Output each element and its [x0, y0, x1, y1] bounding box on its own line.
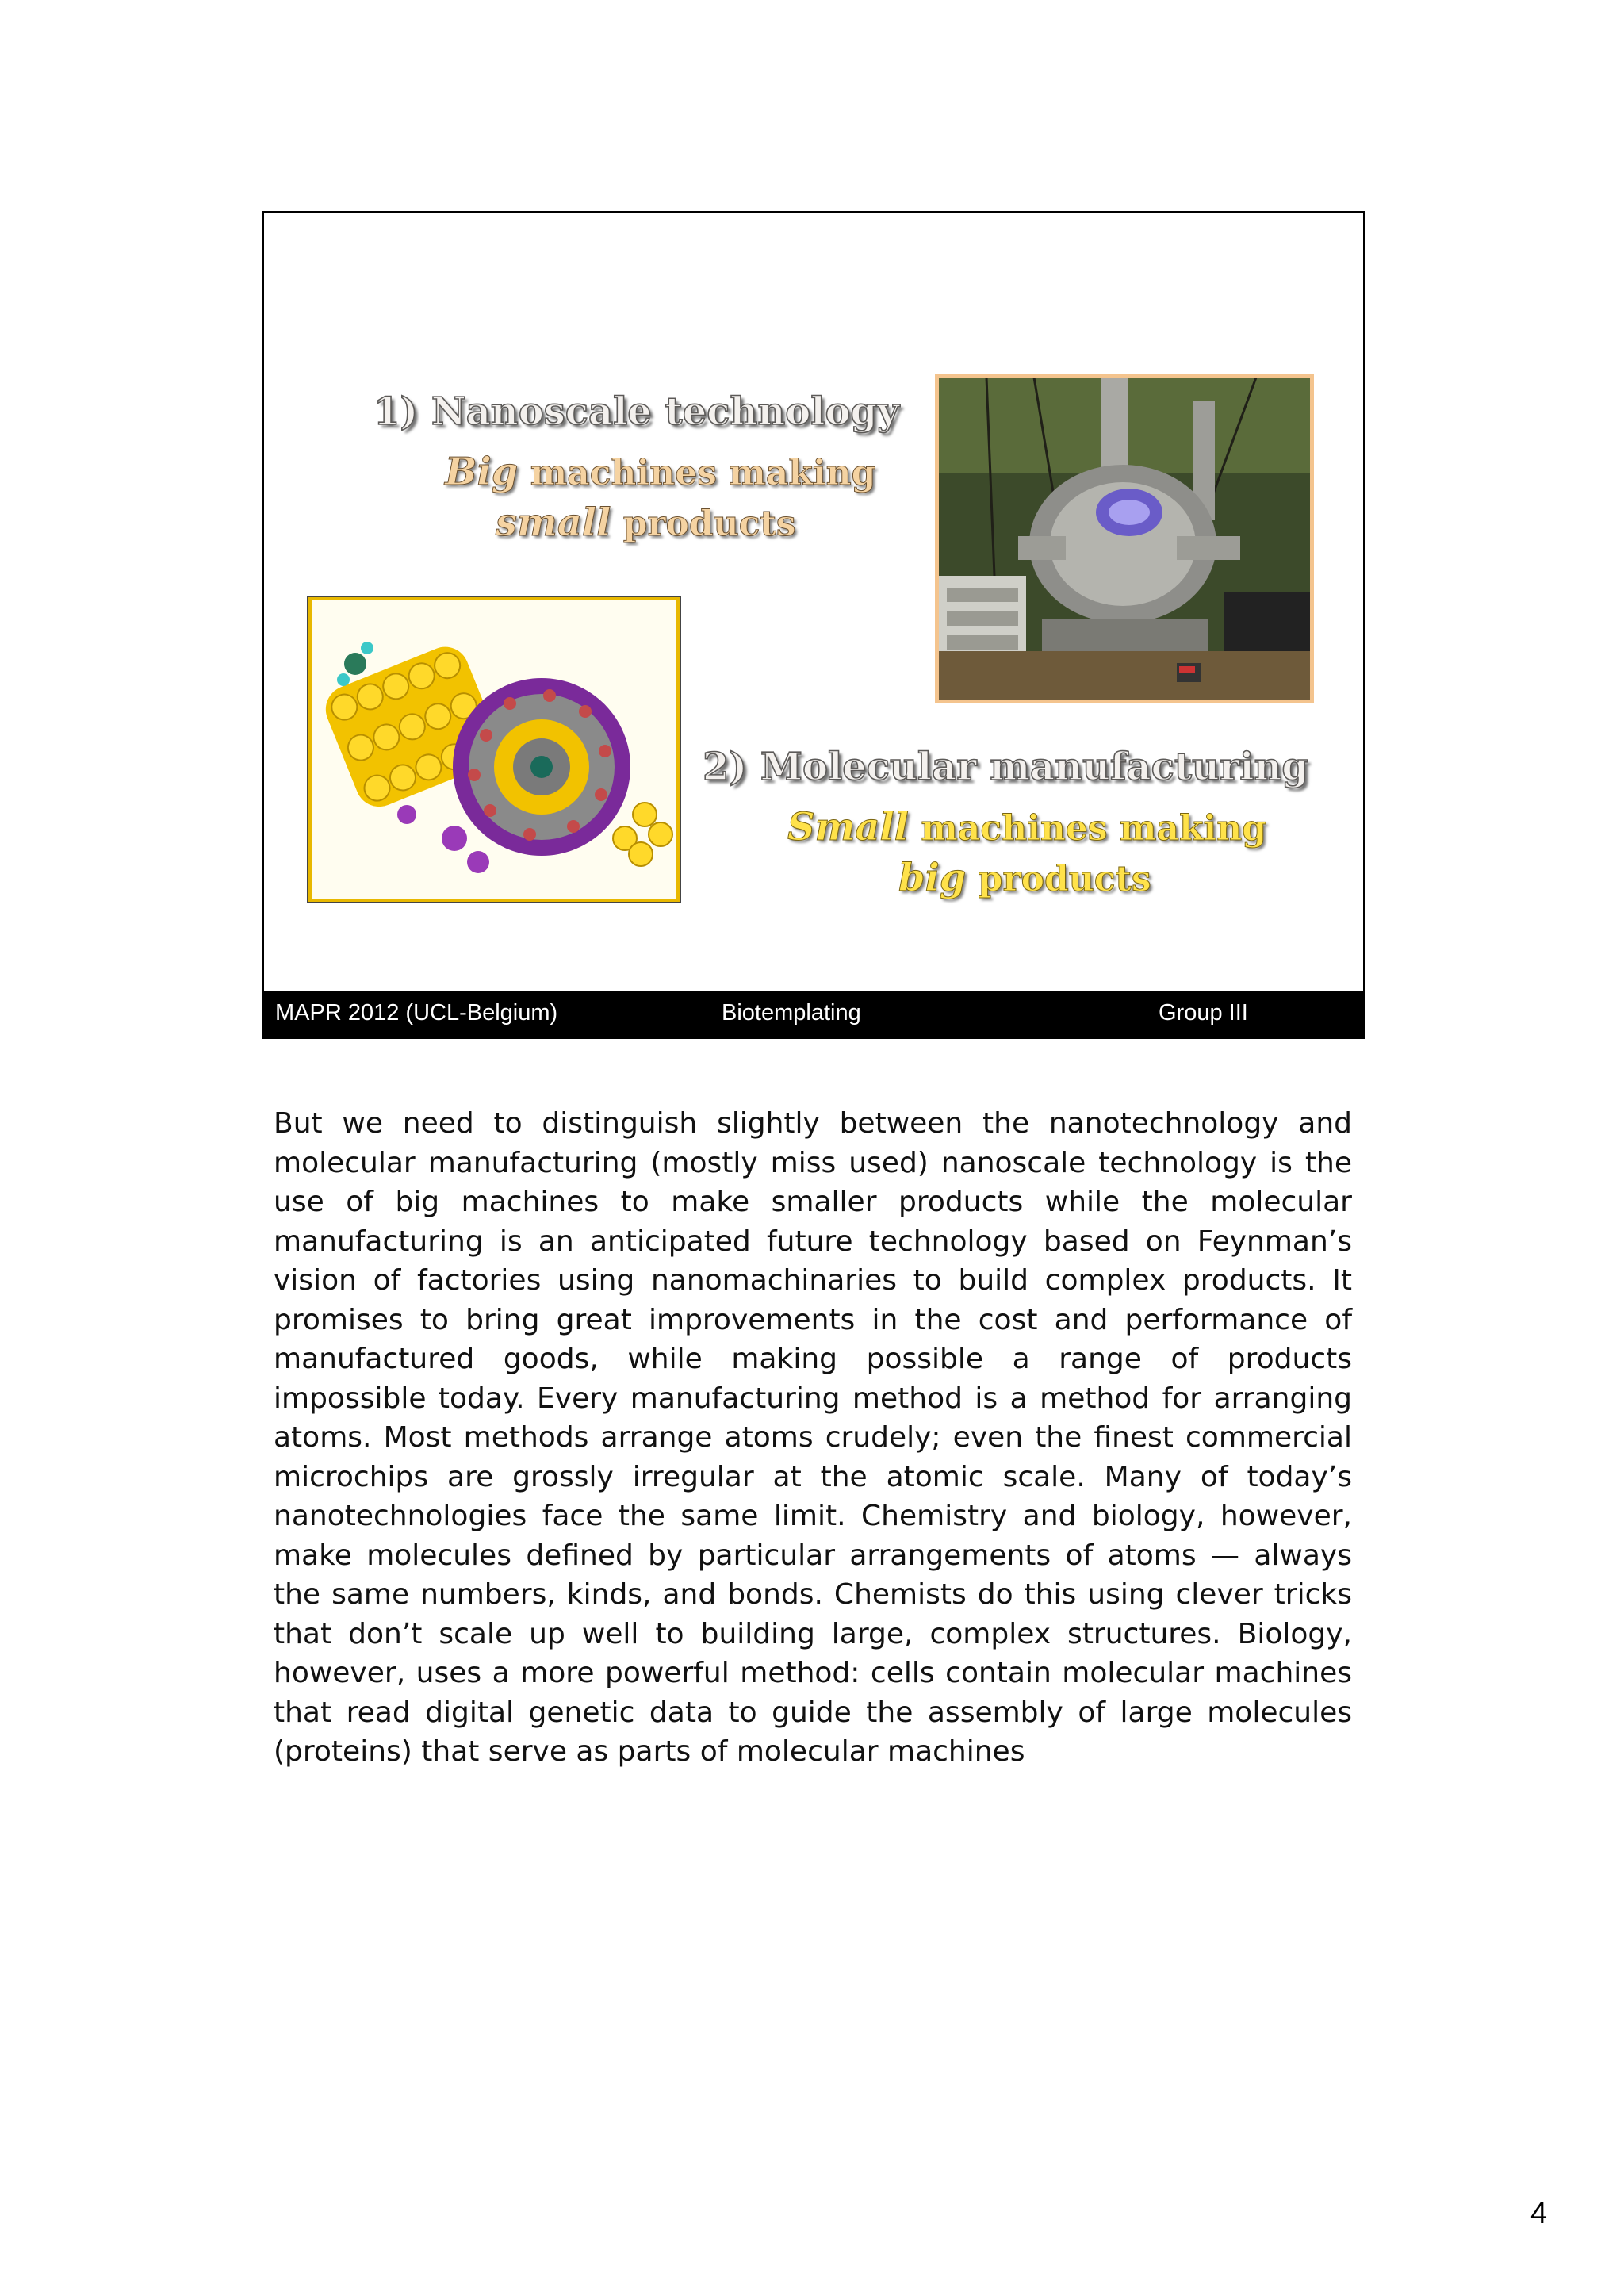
vacuum-chamber-photo [935, 374, 1314, 703]
subline-text: machines making [518, 453, 876, 493]
footer-course: MAPR 2012 (UCL-Belgium) [275, 1000, 558, 1025]
slide-subline-big-products [898, 856, 1151, 900]
slide-heading-nanoscale: 1) Nanoscale technology [373, 389, 899, 434]
footer-group: Group III [1159, 1000, 1248, 1025]
subline-text: machines making [909, 808, 1267, 849]
emphasis-word: Small [787, 805, 910, 849]
slide-subline-small-machines [787, 805, 1266, 849]
emphasis-word: Big [445, 450, 519, 494]
molecular-gear-illustration [308, 597, 680, 902]
slide-subline-small-products [496, 500, 796, 545]
body-paragraph: But we need to distinguish slightly between the nanotechnology and molecular manufacturing (mostly miss used) nanoscale technology is the use of big machines to make smaller products while the molecular manufacturing is an anticipated future technology based on Feynman’s vision of factories using nanomachinaries to build complex products. It promises to bring great improvements in the cost and performance of manufactured goods, while making possible a range of products impossible today. Every manufacturing method is a method for arranging atoms. Most methods arrange atoms crudely; even the finest commercial microchips are grossly irregular at the atomic scale. Many of today’s nanotechnologies face the same limit. Chemistry and biology, however, make molecules defined by particular arrangements of atoms — always the same numbers, kinds, and bonds. Chemists do this using clever tricks that don’t scale up well to building large, complex structures. Biology, however, uses a more powerful method: cells contain molecular machines that read digital genetic data to guide the assembly of large molecules (proteins) that serve as parts of molecular machines [274, 1107, 1352, 1768]
subline-text: products [611, 504, 796, 544]
slide-subline-big-machines [445, 450, 875, 494]
footer-topic: Biotemplating [722, 1000, 861, 1025]
emphasis-word: small [496, 500, 611, 545]
slide [262, 211, 1365, 1039]
emphasis-word: big [898, 856, 967, 900]
slide-heading-molecular: 2) Molecular manufacturing [703, 745, 1308, 789]
page-number: 4 [1530, 2197, 1548, 2230]
slide-footer [264, 991, 1363, 1037]
subline-text: products [966, 859, 1151, 899]
